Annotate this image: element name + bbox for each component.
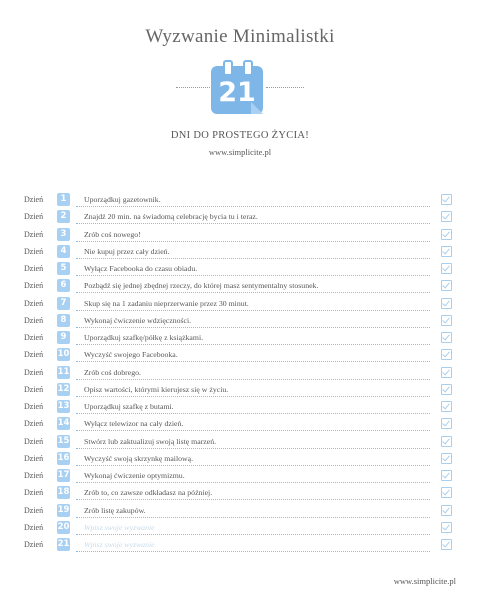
day-label: Dzień xyxy=(24,264,44,273)
day-label: Dzień xyxy=(24,436,44,446)
day-number-badge: 18 xyxy=(57,487,70,498)
day-number-badge: 20 xyxy=(57,521,70,532)
task-row xyxy=(0,347,480,364)
calendar-number: 21 xyxy=(218,77,256,108)
website-link-bottom[interactable]: www.simplicite.pl xyxy=(393,576,456,586)
day-number-badge: 8 xyxy=(57,314,70,327)
dotted-writing-line xyxy=(76,241,430,242)
day-number-badge: 21 xyxy=(57,539,70,549)
dotted-divider-left xyxy=(176,87,214,88)
dotted-writing-line xyxy=(76,499,430,500)
page-subtitle: DNI DO PROSTEGO ŻYCIA! xyxy=(170,130,310,141)
task-text: Zrób coś nowego! xyxy=(84,229,141,239)
checkbox-icon[interactable] xyxy=(441,194,452,205)
calendar-ring-left xyxy=(223,60,233,76)
task-row xyxy=(0,468,480,485)
task-text: Stwórz lub zaktualizuj swoją listę marzeń. xyxy=(84,436,217,446)
day-label: Dzień xyxy=(24,402,44,411)
task-row xyxy=(0,520,480,537)
dotted-writing-line xyxy=(76,448,430,449)
day-label: Dzień xyxy=(24,333,44,342)
day-label: Dzień xyxy=(24,195,44,204)
checkbox-icon[interactable] xyxy=(441,263,452,274)
task-row xyxy=(0,451,480,468)
dotted-divider-right xyxy=(266,87,304,88)
task-row xyxy=(0,313,480,330)
task-text: Zrób listę zakupów. xyxy=(84,505,146,515)
checkbox-icon[interactable] xyxy=(441,367,452,378)
dotted-writing-line xyxy=(76,275,430,276)
checkbox-icon[interactable] xyxy=(441,315,452,326)
day-label: Dzień xyxy=(24,367,44,377)
day-label: Dzień xyxy=(24,505,44,515)
task-row xyxy=(0,192,480,209)
day-number-badge: 13 xyxy=(57,401,70,411)
dotted-writing-line xyxy=(76,379,430,380)
task-row xyxy=(0,416,480,433)
dotted-writing-line xyxy=(76,517,430,518)
task-text: Uporządkuj szafkę/półkę z książkami. xyxy=(84,333,204,342)
dotted-writing-line xyxy=(76,534,430,535)
task-text: Skup się na 1 zadaniu nieprzerwanie przez 30 minut. xyxy=(84,298,249,308)
day-label: Dzień xyxy=(24,384,44,394)
task-row xyxy=(0,434,480,451)
checkbox-icon[interactable] xyxy=(441,332,452,343)
dotted-writing-line xyxy=(76,223,430,224)
task-text: Opisz wartości, którymi kierujesz się w życiu. xyxy=(84,384,229,394)
checkbox-icon[interactable] xyxy=(441,349,452,360)
dotted-writing-line xyxy=(76,310,430,311)
task-list xyxy=(0,192,480,554)
checkbox-icon[interactable] xyxy=(441,298,452,309)
calendar-ring-right xyxy=(243,60,253,76)
task-row xyxy=(0,227,480,244)
dotted-writing-line xyxy=(76,430,430,431)
task-row xyxy=(0,278,480,295)
checkbox-icon[interactable] xyxy=(441,522,452,533)
task-row xyxy=(0,399,480,416)
task-row xyxy=(0,296,480,313)
day-number-badge: 19 xyxy=(57,504,70,515)
day-label: Dzień xyxy=(24,540,44,549)
task-row xyxy=(0,330,480,347)
checkbox-icon[interactable] xyxy=(441,401,452,412)
task-text: Wykonaj ćwiczenie optymizmu. xyxy=(84,471,185,480)
task-text: Pozbądź się jednej zbędnej rzeczy, do której masz sentymentalny stosunek. xyxy=(84,281,319,291)
day-number-badge: 14 xyxy=(57,418,70,429)
task-placeholder[interactable]: Wpisz swoje wyzwanie xyxy=(84,540,155,549)
day-label: Dzień xyxy=(24,212,44,222)
task-text: Zrób to, co zawsze odkładasz na później. xyxy=(84,488,213,498)
checkbox-icon[interactable] xyxy=(441,505,452,516)
day-number-badge: 16 xyxy=(57,452,70,463)
dotted-writing-line xyxy=(76,292,430,293)
day-label: Dzień xyxy=(24,488,44,498)
task-text: Uporządkuj gazetownik. xyxy=(84,195,161,204)
checkbox-icon[interactable] xyxy=(441,453,452,464)
calendar-icon xyxy=(211,60,267,114)
day-label: Dzień xyxy=(24,453,44,463)
day-label: Dzień xyxy=(24,229,44,239)
checkbox-icon[interactable] xyxy=(441,470,452,481)
day-number-badge: 7 xyxy=(57,297,70,310)
day-number-badge: 9 xyxy=(57,331,70,344)
checkbox-icon[interactable] xyxy=(441,384,452,395)
checkbox-icon[interactable] xyxy=(441,246,452,257)
checkbox-icon[interactable] xyxy=(441,280,452,291)
dotted-writing-line xyxy=(76,465,430,466)
day-number-badge: 12 xyxy=(57,383,70,394)
checkbox-icon[interactable] xyxy=(441,487,452,498)
task-row xyxy=(0,244,480,261)
checkbox-icon[interactable] xyxy=(441,229,452,240)
dotted-writing-line xyxy=(76,258,430,259)
checkbox-icon[interactable] xyxy=(441,539,452,550)
calendar-page-fold xyxy=(251,102,263,114)
page-title: Wyzwanie Minimalistki xyxy=(145,26,335,47)
task-text: Uporządkuj szafkę z butami. xyxy=(84,402,174,411)
day-number-badge: 6 xyxy=(57,279,70,292)
task-text: Wykonaj ćwiczenie wdzięczności. xyxy=(84,315,192,325)
task-text: Wyczyść swoją skrzynkę mailową. xyxy=(84,453,194,463)
day-number-badge: 10 xyxy=(57,349,70,360)
task-row xyxy=(0,485,480,502)
task-text: Wyczyść swojego Facebooka. xyxy=(84,350,178,360)
dotted-writing-line xyxy=(76,327,430,328)
dotted-writing-line xyxy=(76,482,430,483)
day-label: Dzień xyxy=(24,246,44,256)
task-row xyxy=(0,365,480,382)
task-row xyxy=(0,261,480,278)
dotted-writing-line xyxy=(76,396,430,397)
day-number-badge: 17 xyxy=(57,470,70,480)
task-row xyxy=(0,382,480,399)
day-label: Dzień xyxy=(24,281,44,291)
day-label: Dzień xyxy=(24,419,44,429)
task-row xyxy=(0,209,480,226)
website-link-top[interactable]: www.simplicite.pl xyxy=(208,147,272,157)
dotted-writing-line xyxy=(76,206,430,207)
day-label: Dzień xyxy=(24,298,44,308)
task-text: Nie kupuj przez cały dzień. xyxy=(84,246,170,256)
dotted-writing-line xyxy=(76,413,430,414)
task-placeholder[interactable]: Wpisz swoje wyzwanie xyxy=(84,522,155,532)
task-text: Wyłącz Facebooka do czasu obiadu. xyxy=(84,264,198,273)
day-number-badge: 15 xyxy=(57,435,70,446)
checkbox-icon[interactable] xyxy=(441,418,452,429)
day-label: Dzień xyxy=(24,471,44,480)
task-text: Wyłącz telewizor na cały dzień. xyxy=(84,419,184,429)
task-text: Zrób coś dobrego. xyxy=(84,367,141,377)
day-number-badge: 4 xyxy=(57,245,70,258)
dotted-writing-line xyxy=(76,551,430,552)
day-label: Dzień xyxy=(24,350,44,360)
task-text: Znajdź 20 min. na świadomą celebrację bycia tu i teraz. xyxy=(84,212,258,222)
dotted-writing-line xyxy=(76,344,430,345)
day-number-badge: 3 xyxy=(57,228,70,241)
day-number-badge: 2 xyxy=(57,210,70,223)
task-row xyxy=(0,537,480,554)
day-number-badge: 1 xyxy=(57,193,70,206)
dotted-writing-line xyxy=(76,361,430,362)
checkbox-icon[interactable] xyxy=(441,436,452,447)
day-label: Dzień xyxy=(24,522,44,532)
day-number-badge: 5 xyxy=(57,262,70,275)
task-row xyxy=(0,503,480,520)
day-label: Dzień xyxy=(24,315,44,325)
day-number-badge: 11 xyxy=(57,366,70,377)
checkbox-icon[interactable] xyxy=(441,211,452,222)
